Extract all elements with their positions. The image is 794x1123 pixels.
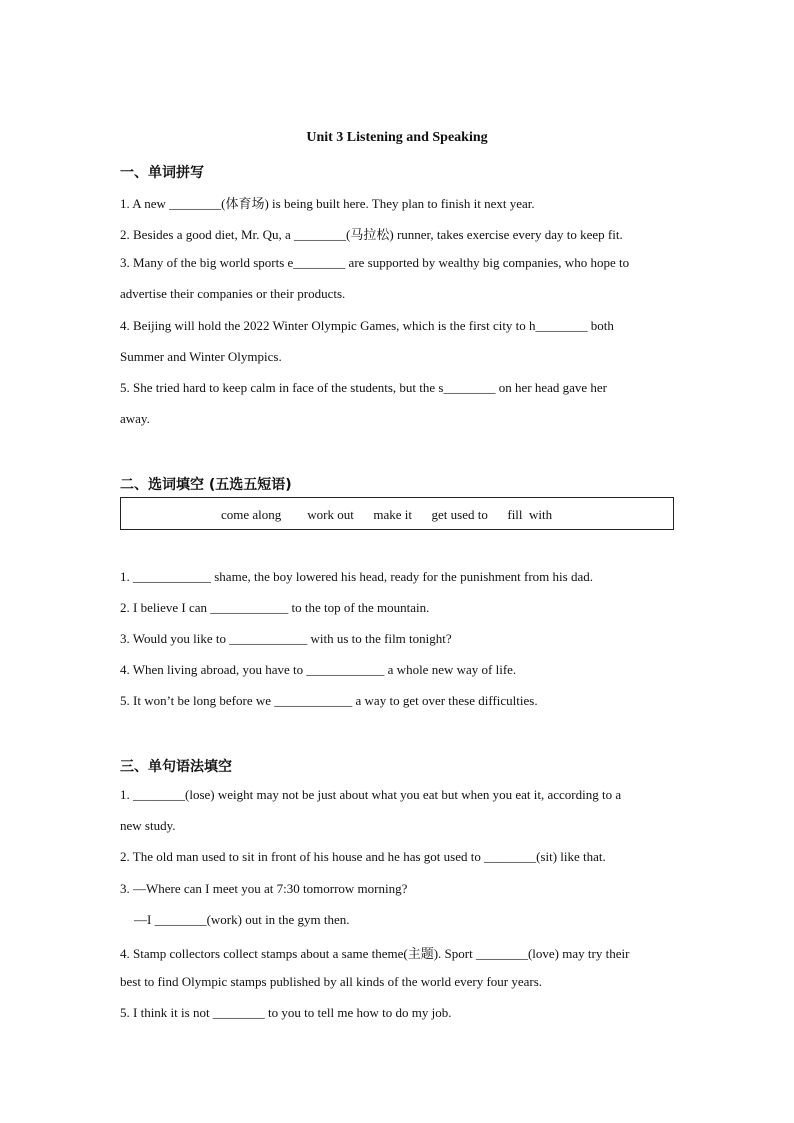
exercise-line: 2. Besides a good diet, Mr. Qu, a ________(马拉松) runner, takes exercise every day to keep fit. <box>120 227 623 242</box>
page-title: Unit 3 Listening and Speaking <box>306 130 488 145</box>
word-bank-option: make it <box>373 507 413 522</box>
exercise-line: Summer and Winter Olympics. <box>120 349 282 364</box>
exercise-line: 1. ________(lose) weight may not be just about what you eat but when you eat it, according to a <box>120 787 622 802</box>
exercise-line: 1. ____________ shame, the boy lowered his head, ready for the punishment from his dad. <box>120 569 593 584</box>
exercise-line: 4. When living abroad, you have to ____________ a whole new way of life. <box>120 662 517 677</box>
exercise-line: 3. Many of the big world sports e________ are supported by wealthy big companies, who hope to <box>120 255 630 270</box>
exercise-line: best to find Olympic stamps published by all kinds of the world every four years. <box>120 974 543 989</box>
exercise-line: 5. I think it is not ________ to you to tell me how to do my job. <box>120 1005 452 1020</box>
exercise-line: 3. Would you like to ____________ with us to the film tonight? <box>120 631 452 646</box>
exercise-line: 4. Stamp collectors collect stamps about a same theme(主题). Sport ________(love) may try their <box>120 946 630 961</box>
word-bank-option: work out <box>307 507 354 522</box>
exercise-line: 5. She tried hard to keep calm in face of the students, but the s________ on her head gave her <box>120 380 607 395</box>
exercise-line: new study. <box>120 818 176 833</box>
word-bank-box <box>120 497 674 530</box>
exercise-line: 3. —Where can I meet you at 7:30 tomorrow morning? <box>120 881 408 896</box>
word-bank-options <box>221 507 552 523</box>
exercise-line: 5. It won’t be long before we ____________ a way to get over these difficulties. <box>120 693 538 708</box>
exercise-line: 1. A new ________(体育场) is being built here. They plan to finish it next year. <box>120 196 535 211</box>
exercise-line: 4. Beijing will hold the 2022 Winter Olympic Games, which is the first city to h________ both <box>120 318 614 333</box>
word-bank-option: get used to <box>431 507 488 522</box>
exercise-line: —I ________(work) out in the gym then. <box>134 912 350 927</box>
exercise-line: 2. I believe I can ____________ to the top of the mountain. <box>120 600 430 615</box>
word-bank-option: come along <box>221 507 282 522</box>
section-heading-grammar: 三、单句语法填空 <box>120 759 232 775</box>
section-heading-phrases: 二、选词填空 (五选五短语) <box>120 477 292 493</box>
exercise-line: advertise their companies or their products. <box>120 286 346 301</box>
section-heading-spelling: 一、单词拼写 <box>120 165 204 181</box>
exercise-line: 2. The old man used to sit in front of his house and he has got used to ________(sit) like that. <box>120 849 606 864</box>
word-bank-option: fill with <box>507 507 553 522</box>
exercise-line: away. <box>120 411 150 426</box>
